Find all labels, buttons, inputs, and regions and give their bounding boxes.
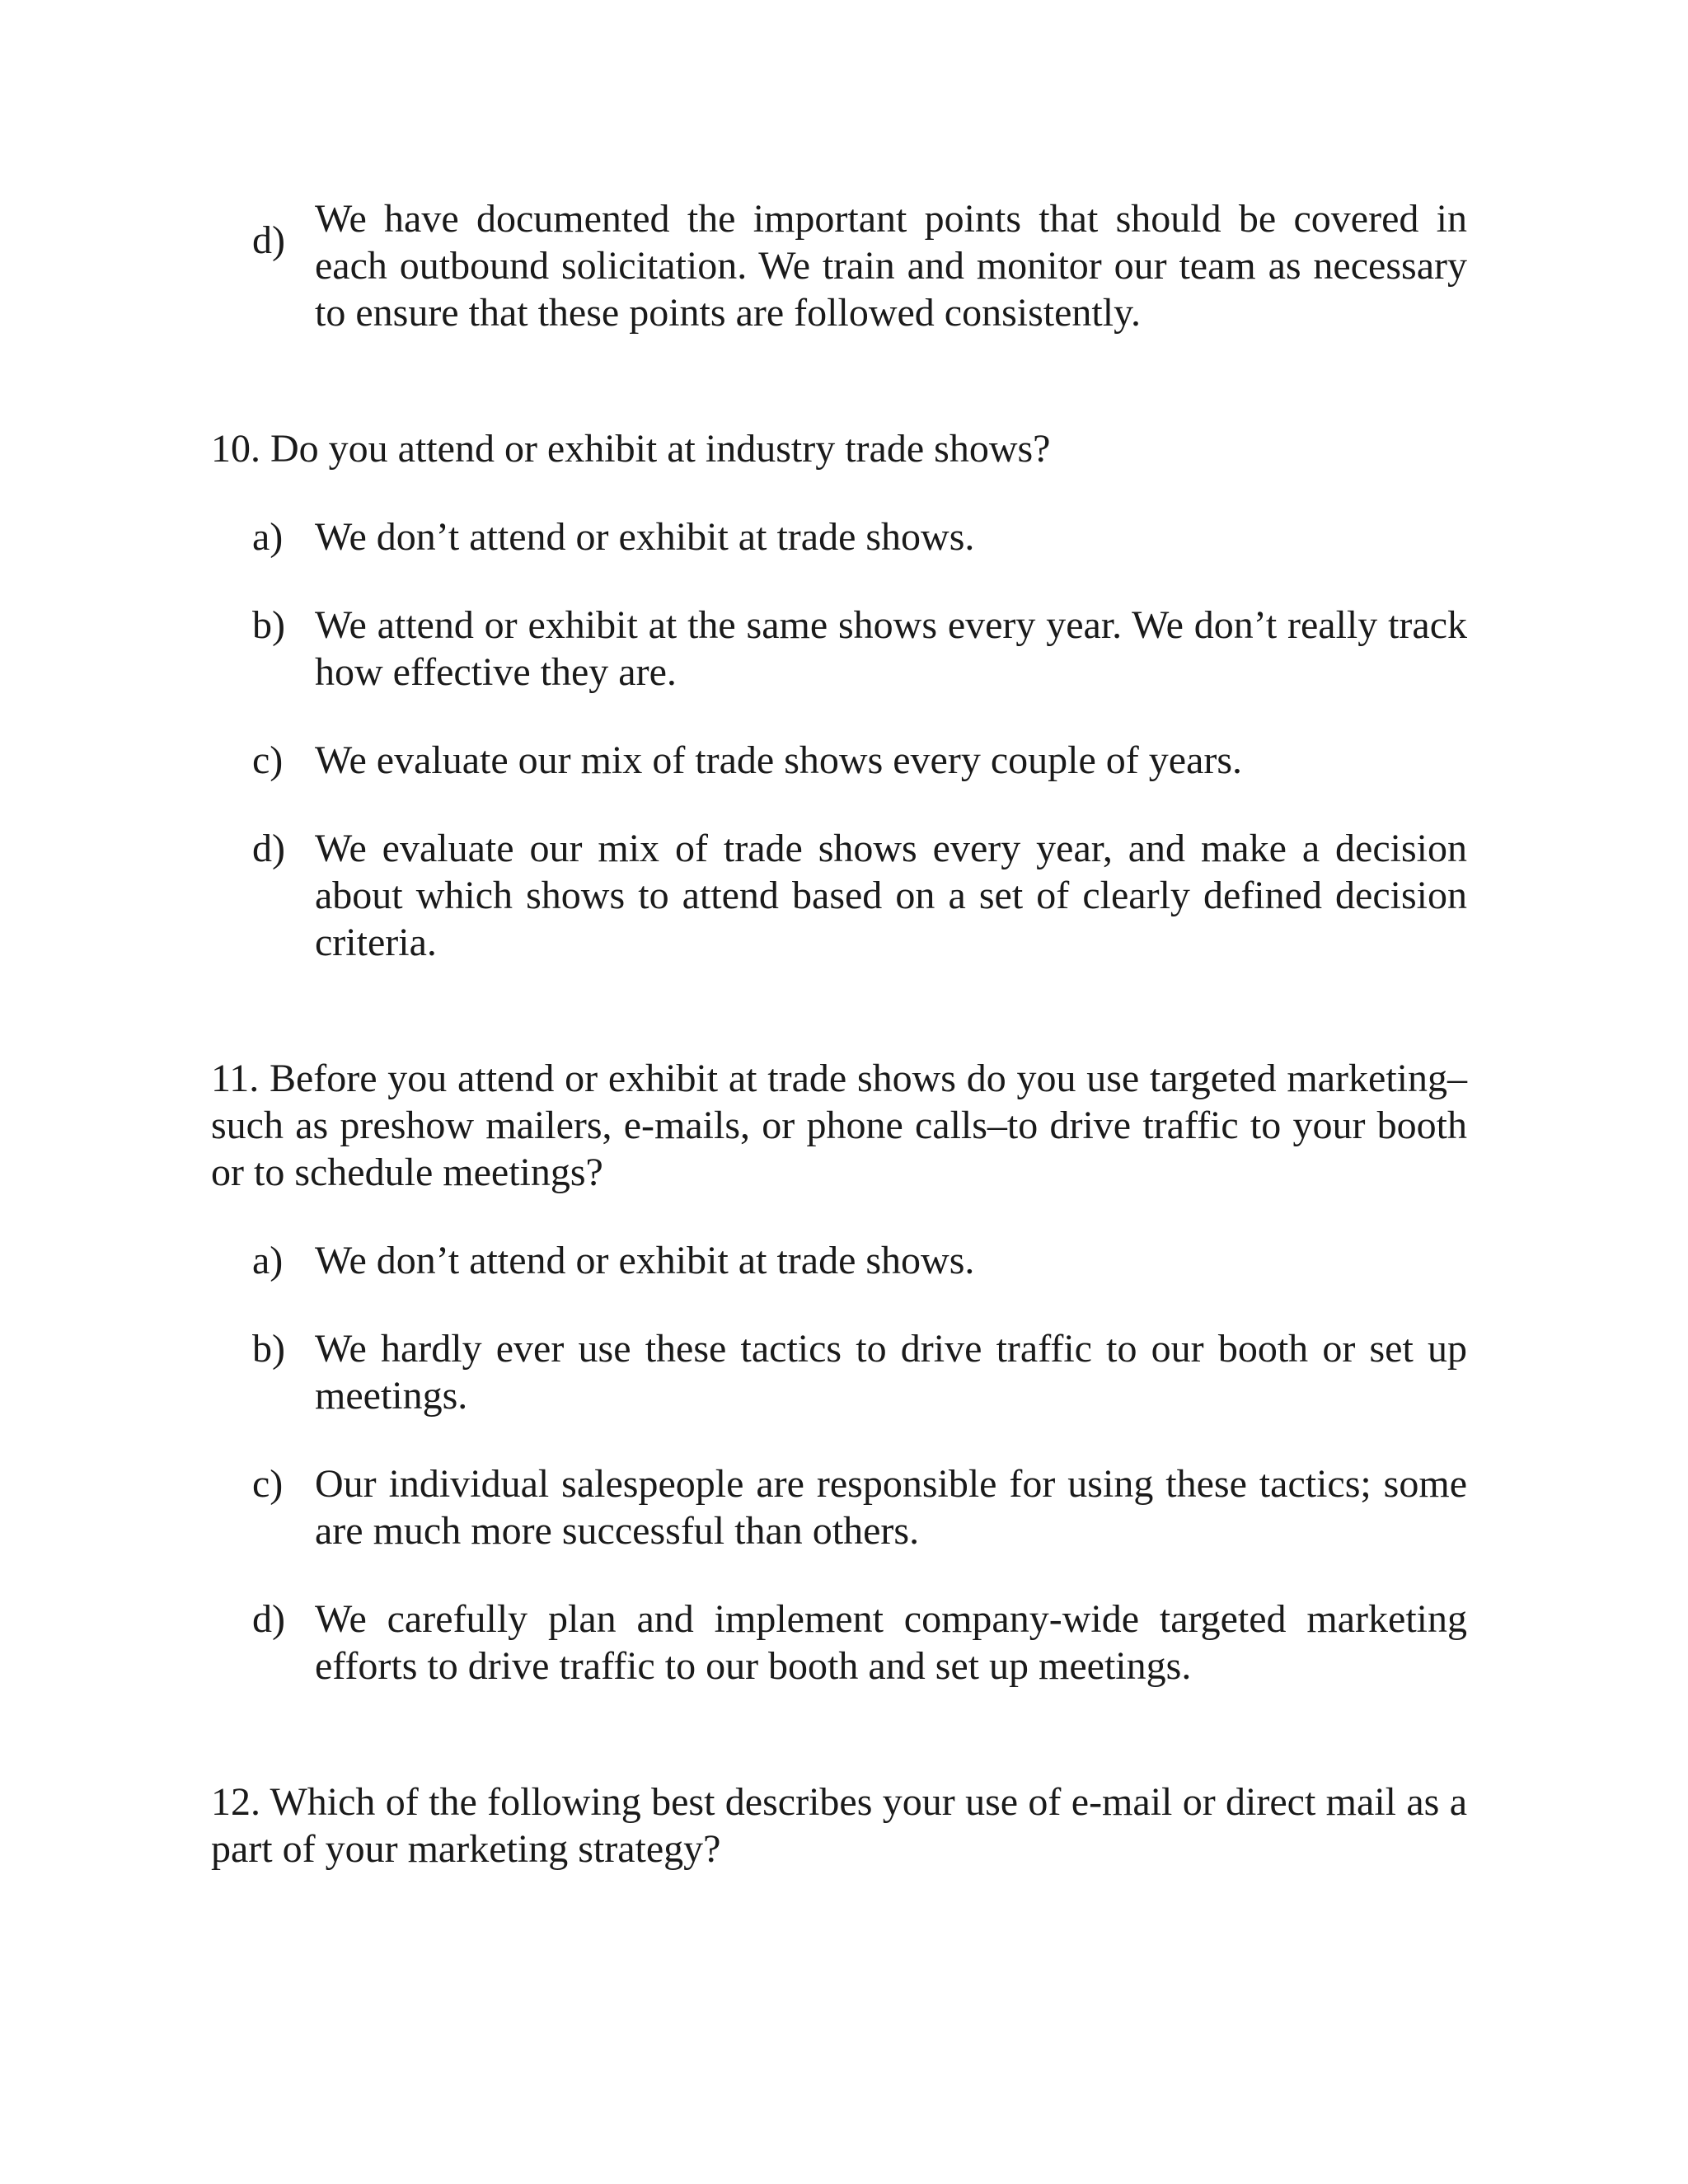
option-text: We evaluate our mix of trade shows every couple of years. xyxy=(315,738,1243,782)
question-11: 11. Before you attend or exhibit at trade shows do you use targeted marketing–such as preshow mailers, e-mails, or phone calls–to drive traffic to your booth or to schedule meetings? xyxy=(211,1057,1467,1194)
option-q10-b xyxy=(252,602,1467,696)
question-12: 12. Which of the following best describes your use of e-mail or direct mail as a part of your marketing strategy? xyxy=(211,1780,1467,1871)
document-page xyxy=(211,195,1467,1872)
option-q11-d xyxy=(252,1596,1467,1690)
option-letter: c) xyxy=(252,1462,284,1506)
option-letter: b) xyxy=(252,603,285,647)
option-letter: a) xyxy=(252,1239,284,1282)
option-text: We hardly ever use these tactics to drive traffic to our booth or set up meetings. xyxy=(315,1327,1467,1418)
option-q11-c xyxy=(252,1460,1467,1554)
option-q11-b xyxy=(252,1325,1467,1419)
option-letter: b) xyxy=(252,1327,285,1371)
option-text: We don’t attend or exhibit at trade shows. xyxy=(315,1239,975,1282)
option-q10-a xyxy=(252,513,1467,560)
option-letter: c) xyxy=(252,738,284,782)
option-q10-c xyxy=(252,737,1467,784)
option-text: Our individual salespeople are responsible for using these tactics; some are much more successful than others. xyxy=(315,1462,1467,1553)
option-text: We have documented the important points that should be covered in each outbound solicitation. We train and monitor our team as necessary to ensure that these points are followed consistently. xyxy=(315,197,1467,335)
option-text: We carefully plan and implement company-wide targeted marketing efforts to drive traffic to our booth and set up meetings. xyxy=(315,1597,1467,1688)
option-letter: d) xyxy=(252,827,285,870)
option-q9-d xyxy=(252,195,1467,336)
option-text: We attend or exhibit at the same shows every year. We don’t really track how effective they are. xyxy=(315,603,1467,694)
option-text: We don’t attend or exhibit at trade shows. xyxy=(315,515,975,559)
option-text: We evaluate our mix of trade shows every year, and make a decision about which shows to attend based on a set of clearly defined decision criteria. xyxy=(315,827,1467,964)
option-letter: d) xyxy=(252,218,285,262)
option-q11-a xyxy=(252,1237,1467,1284)
option-letter: a) xyxy=(252,515,284,559)
question-10: 10. Do you attend or exhibit at industry trade shows? xyxy=(211,427,1051,471)
option-letter: d) xyxy=(252,1597,285,1641)
option-q10-d xyxy=(252,825,1467,966)
